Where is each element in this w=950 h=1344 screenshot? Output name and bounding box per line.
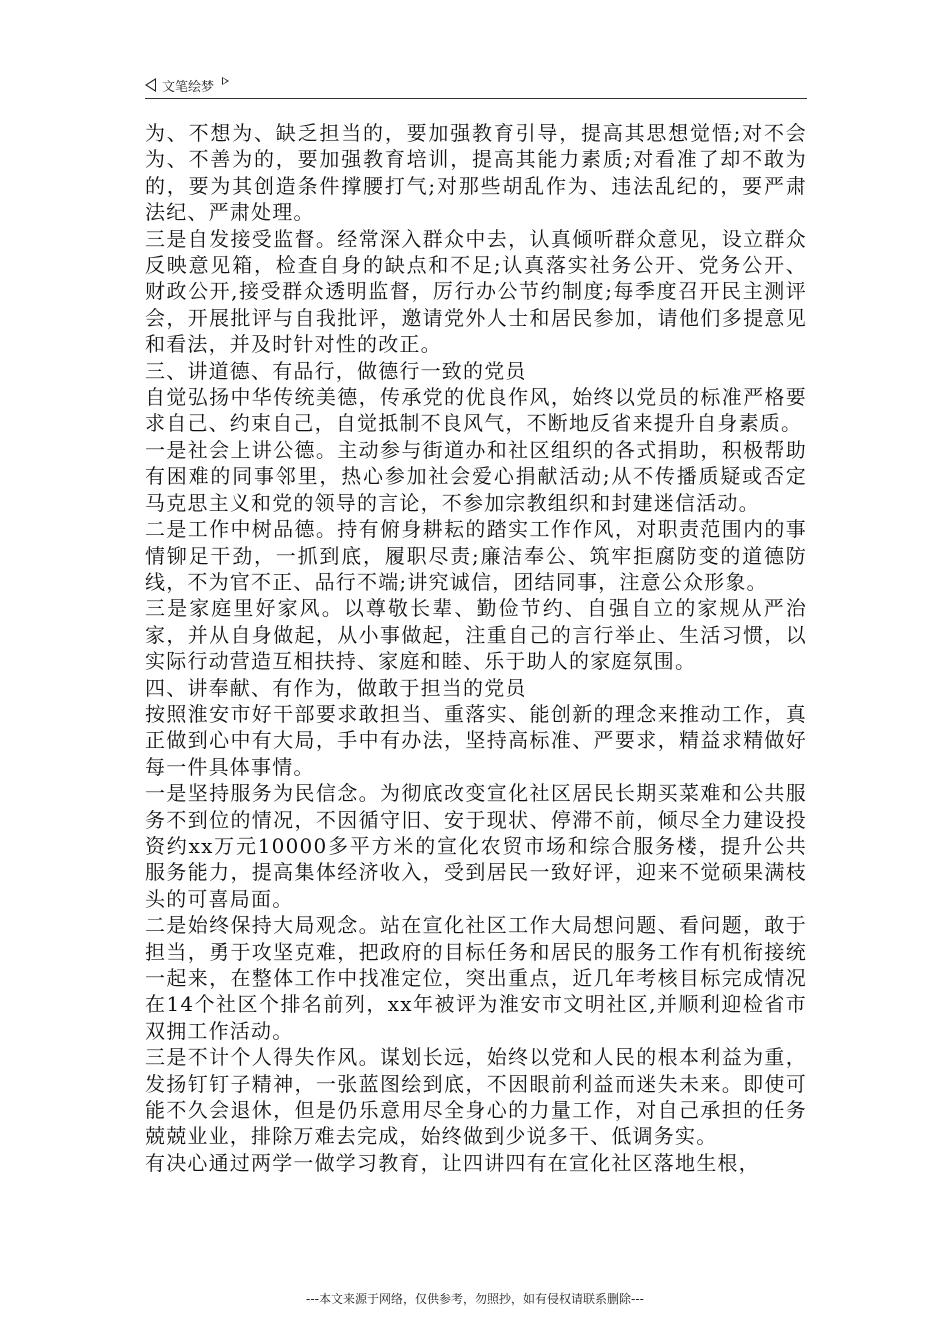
paragraph: 有决心通过两学一做学习教育，让四讲四有在宣化社区落地生根， bbox=[145, 1150, 760, 1175]
page-header bbox=[145, 74, 807, 96]
document-body bbox=[145, 120, 807, 1176]
header-divider bbox=[145, 98, 807, 99]
paragraph: 三是不计个人得失作风。谋划长远，始终以党和人民的根本利益为重，发扬钉钉子精神，一张蓝图绘到底，不因眼前利益而迷失未来。即使可能不久会退休，但是仍乐意用尽全身心的力量工作，对自己承担的任务兢兢业业，排除万难去完成，始终做到少说多干、低调务实。 bbox=[145, 1045, 807, 1149]
paragraph: 一是坚持服务为民信念。为彻底改变宣化社区居民长期买菜难和公共服务不到位的情况，不因循守旧、安于现状、停滞不前，倾尽全力建设投资约xx万元10000多平方米的宣化农贸市场和综合服务楼，提升公共服务能力，提高集体经济收入，受到居民一致好评，迎来不觉硕果满枝头的可喜局面。 bbox=[145, 781, 807, 911]
paragraph: 三是自发接受监督。经常深入群众中去，认真倾听群众意见，设立群众反映意见箱，检查自身的缺点和不足;认真落实社务公开、党务公开、财政公开,接受群众透明监督，厉行办公节约制度;每季度召开民主测评会，开展批评与自我批评，邀请党外人士和居民参加，请他们多提意见和看法，并及时针对性的改正。 bbox=[145, 226, 807, 357]
header-brand: 文笔绘梦 bbox=[162, 79, 215, 95]
triangle-right-icon bbox=[222, 77, 229, 85]
paragraph: 一是社会上讲公德。主动参与街道办和社区组织的各式捐助，积极帮助有困难的同事邻里，热心参加社会爱心捐献活动;从不传播质疑或否定马克思主义和党的领导的言论，不参加宗教组织和封建迷信活动。 bbox=[145, 437, 807, 515]
paragraph: 自觉弘扬中华传统美德，传承党的优良作风，始终以党员的标准严格要求自己、约束自己，自觉抵制不良风气，不断地反省来提升自身素质。 bbox=[145, 385, 807, 436]
paragraph: 按照淮安市好干部要求敢担当、重落实、能创新的理念来推动工作，真正做到心中有大局，手中有办法，坚持高标准、严要求，精益求精做好每一件具体事情。 bbox=[145, 701, 807, 779]
paragraph: 二是始终保持大局观念。站在宣化社区工作大局想问题、看问题，敢于担当，勇于攻坚克难，把政府的目标任务和居民的服务工作有机衔接统一起来，在整体工作中找准定位，突出重点，近几年考核目标完成情况在14个社区个排名前列，xx年被评为淮安市文明社区,并顺利迎检省市双拥工作活动。 bbox=[145, 913, 807, 1043]
section-heading: 三、讲道德、有品行，做德行一致的党员 bbox=[145, 358, 527, 383]
paragraph: 三是家庭里好家风。以尊敬长辈、勤俭节约、自强自立的家规从严治家，并从自身做起，从小事做起，注重自己的言行举止、生活习惯，以实际行动营造互相扶持、家庭和睦、乐于助人的家庭氛围。 bbox=[145, 596, 807, 674]
paragraph: 二是工作中树品德。持有俯身耕耘的踏实工作作风，对职责范围内的事情铆足干劲，一抓到底，履职尽责;廉洁奉公、筑牢拒腐防变的道德防线，不为官不正、品行不端;讲究诚信，团结同事，注意公众形象。 bbox=[145, 517, 807, 594]
section-heading: 四、讲奉献、有作为，做敢于担当的党员 bbox=[145, 675, 527, 700]
triangle-left-icon bbox=[145, 78, 156, 92]
footer-notice: ---本文来源于网络，仅供参考，勿照抄，如有侵权请联系删除--- bbox=[306, 1292, 644, 1306]
paragraph: 为、不想为、缺乏担当的，要加强教育引导，提高其思想觉悟;对不会为、不善为的，要加强教育培训，提高其能力素质;对看准了却不敢为的，要为其创造条件撑腰打气;对那些胡乱作为、违法乱纪的，要严肃法纪、严肃处理。 bbox=[145, 121, 807, 225]
